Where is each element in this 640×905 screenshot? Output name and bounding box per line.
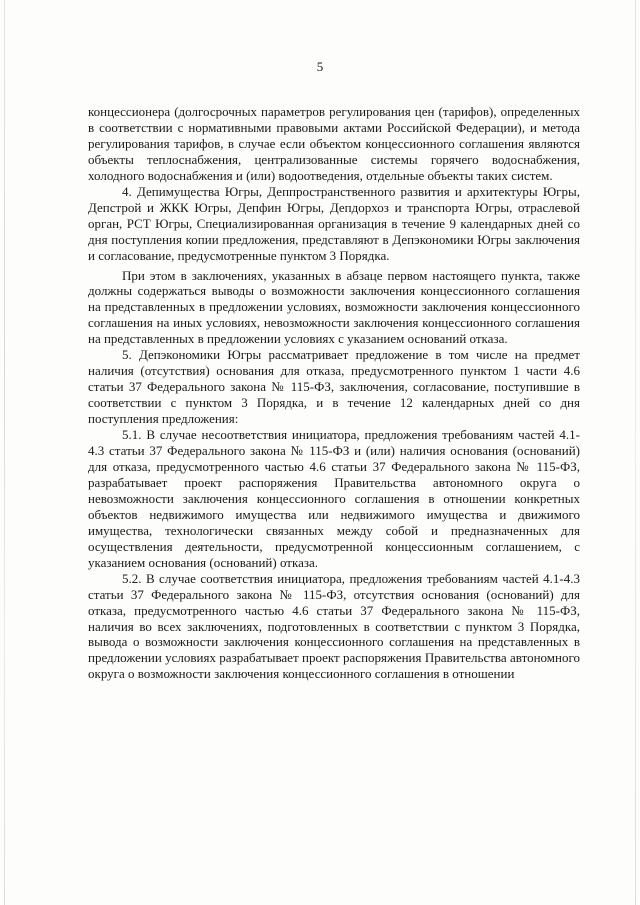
paragraph-item-4: 4. Депимущества Югры, Деппространственного развития и архитектуры Югры, Депстрой и ЖКК Югры, Депфин Югры, Депдорхоз и транспорта Югры, отраслевой орган, РСТ Югры, Специализированная организация в течение 9 календарных дней со дня поступления копии предложения, представляют в Депэкономики Югры заключения и согласование, предусмотренные пунктом 3 Порядка. [88, 183, 580, 263]
scan-edge-right [635, 0, 636, 905]
paragraph-item-4-note: При этом в заключениях, указанных в абзаце первом настоящего пункта, также должны содержаться выводы о возможности заключения концессионного соглашения на представленных в предложении условиях, возможности заключения концессионного соглашения на иных условиях, невозможности заключения концессионного соглашения на представленных в предложении условиях с указанием оснований отказа. [88, 267, 580, 347]
document-body [88, 104, 580, 682]
paragraph-item-5-2: 5.2. В случае соответствия инициатора, предложения требованиям частей 4.1-4.3 статьи 37 Федерального закона № 115-ФЗ, отсутствия основания (оснований) для отказа, предусмотренного частью 4.6 статьи 37 Федерального закона № 115-ФЗ, наличия во всех заключениях, подготовленных в соответствии с пунктом 3 Порядка, вывода о возможности заключения концессионного соглашения на представленных в предложении условиях разрабатывает проект распоряжения Правительства автономного округа о возможности заключения концессионного соглашения в отношении [88, 570, 580, 682]
page-number: 5 [316, 59, 324, 74]
paragraph-continuation: концессионера (долгосрочных параметров регулирования цен (тарифов), определенных в соответствии с нормативными правовыми актами Российской Федерации), и метода регулирования тарифов, в случае если объектом концессионного соглашения являются объекты теплоснабжения, централизованные системы горячего водоснабжения, холодного водоснабжения и (или) водоотведения, отдельные объекты таких систем. [88, 104, 580, 183]
paragraph-item-5-1: 5.1. В случае несоответствия инициатора, предложения требованиям частей 4.1-4.3 статьи 37 Федерального закона № 115-ФЗ и (или) наличия основания (оснований) для отказа, предусмотренного частью 4.6 статьи 37 Федерального закона № 115-ФЗ, разрабатывает проект распоряжения Правительства автономного округа о невозможности заключения концессионного соглашения в отношении конкретных объектов недвижимого имущества или недвижимого имущества и движимого имущества, технологически связанных между собой и предназначенных для осуществления деятельности, предусмотренной концессионным соглашением, с указанием основания (оснований) отказа. [88, 427, 580, 570]
scan-edge-left [4, 0, 5, 905]
paragraph-item-5: 5. Депэкономики Югры рассматривает предложение в том числе на предмет наличия (отсутствия) основания для отказа, предусмотренного пунктом 1 части 4.6 статьи 37 Федерального закона № 115-ФЗ, заключения, согласование, поступившие в соответствии с пунктом 3 Порядка, и в течение 12 календарных дней со дня поступления предложения: [88, 347, 580, 427]
